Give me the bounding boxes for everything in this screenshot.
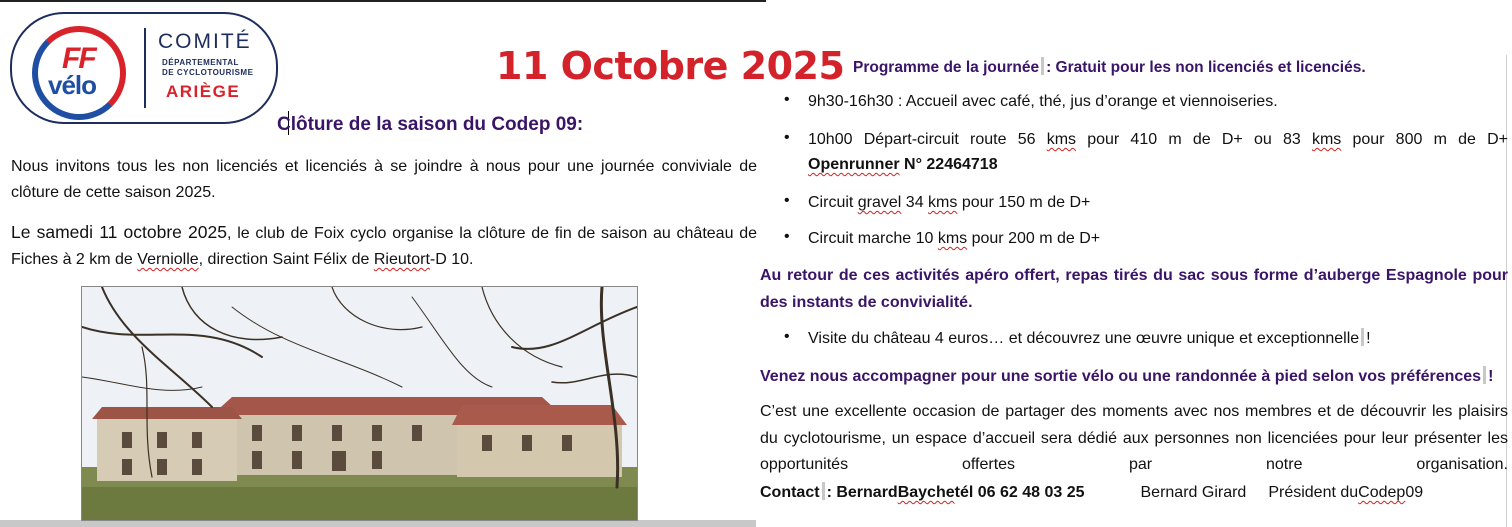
- retour-paragraph: Au retour de ces activités apéro offert, repas tirés du sac sous forme d’auberge Espagnole pour des instants de convivialité.: [760, 267, 1508, 311]
- location-text-a: , le club de Foix cyclo organise la clôture de fin de saison au château de Fiches à 2 km de: [11, 225, 758, 268]
- verniolle-word: Verniolle: [137, 251, 199, 268]
- intro-paragraph: Nous invitons tous les non licenciés et licenciés à se joindre à nous pour une journée conviviale de clôture de cette saison 2025.: [11, 158, 757, 201]
- contact-name2: Bernard Girard: [1140, 484, 1247, 501]
- marche-text-a: Circuit marche 10: [808, 230, 938, 247]
- openrunner-number: N° 22464718: [899, 156, 998, 173]
- bullet-icon: •: [784, 328, 790, 345]
- event-date-lead: Le samedi 11 octobre 2025: [11, 222, 227, 242]
- location-text-c: -D 10.: [429, 251, 474, 268]
- marche-text-b: pour 200 m de D+: [967, 230, 1101, 247]
- route-text-a: 10h00 Départ-circuit route 56: [808, 131, 1047, 148]
- visite-text: Visite du château 4 euros… et découvrez une œuvre unique et exceptionnelle: [808, 330, 1360, 347]
- scrollbar-track[interactable]: [0, 520, 756, 527]
- openrunner-line: [808, 152, 1508, 178]
- route-text-b: pour 410 m de D+ ou 83: [1076, 131, 1312, 148]
- gravel-text-b: 34: [901, 194, 929, 211]
- venez-paragraph: [760, 363, 1508, 390]
- marche-kms: kms: [937, 230, 968, 247]
- contact-tel: tél 06 62 48 03 25: [954, 484, 1085, 501]
- page-top-border: [0, 0, 766, 2]
- highlight-mark: [1361, 328, 1364, 346]
- gravel-text-a: Circuit: [808, 194, 858, 211]
- programme-item-gravel: [808, 190, 1508, 216]
- highlight-mark: [1483, 366, 1486, 384]
- bullet-icon: •: [784, 192, 790, 209]
- programme-heading-a: Programme de la journée: [853, 59, 1040, 76]
- chateau-photo: [81, 286, 638, 521]
- gravel-kms: kms: [928, 194, 958, 211]
- visite-excl: !: [1366, 330, 1371, 347]
- contact-label: Contact: [760, 484, 820, 501]
- contact-role-b: 09: [1405, 484, 1424, 501]
- programme-heading: [853, 57, 1366, 77]
- closing-paragraph: C’est une excellente occasion de partager des moments avec nos membres et de découvrir les plaisirs du cyclotourisme, un espace d’accueil sera dédié aux personnes non licenciées pour leur présenter les opportunités offertes par notre organisation.: [760, 403, 1508, 473]
- logo-departemental-text: [162, 58, 253, 78]
- contact-role-a: Président du: [1268, 484, 1359, 501]
- route-kms-2: kms: [1311, 131, 1342, 148]
- route-kms-1: kms: [1046, 131, 1077, 148]
- contact-line: [760, 482, 1423, 502]
- contact-sep: : Bernard: [826, 484, 898, 501]
- venez-excl: !: [1488, 368, 1494, 385]
- contact-codep: Codep: [1358, 484, 1406, 501]
- logo-dep-line2: DE CYCLOTOURISME: [162, 68, 254, 77]
- logo-dep-line1: DÉPARTEMENTAL: [162, 58, 239, 67]
- route-text-c: pour 800 m de D+: [1341, 131, 1508, 148]
- highlight-mark: [1041, 57, 1044, 75]
- rieutort-word: Rieutort: [373, 251, 430, 268]
- logo-ff-text: FF: [62, 42, 95, 75]
- programme-heading-b: : Gratuit pour les non licenciés et licenciés.: [1046, 59, 1366, 76]
- programme-item-route: [808, 127, 1508, 153]
- logo-comite-text: COMITÉ: [158, 30, 252, 53]
- programme-item-marche: [808, 226, 1508, 252]
- location-text-b: , direction Saint Félix de: [198, 251, 374, 268]
- bullet-icon: •: [784, 228, 790, 245]
- logo-divider: [144, 28, 146, 108]
- logo-velo-text: vélo: [48, 70, 97, 100]
- programme-item-accueil: 9h30-16h30 : Accueil avec café, thé, jus d’orange et viennoiseries.: [808, 93, 1278, 110]
- gravel-text-c: pour 150 m de D+: [957, 194, 1091, 211]
- logo-ariege-text: ARIÈGE: [166, 82, 241, 101]
- bullet-icon: •: [784, 129, 790, 146]
- bullet-icon: •: [784, 91, 790, 108]
- contact-bayche: Bayche: [897, 484, 955, 501]
- closing-season-heading: Clôture de la saison du Codep 09:: [277, 114, 584, 135]
- event-location-paragraph: [11, 219, 757, 273]
- highlight-mark: [822, 482, 825, 500]
- event-date-title: 11 Octobre 2025: [496, 44, 845, 88]
- openrunner-word: Openrunner: [808, 156, 900, 173]
- visite-chateau-item: [808, 326, 1508, 352]
- gravel-word: gravel: [857, 194, 902, 211]
- venez-text: Venez nous accompagner pour une sortie vélo ou une randonnée à pied selon vos préférences: [760, 368, 1482, 385]
- ffvelo-ariege-logo: [10, 12, 278, 124]
